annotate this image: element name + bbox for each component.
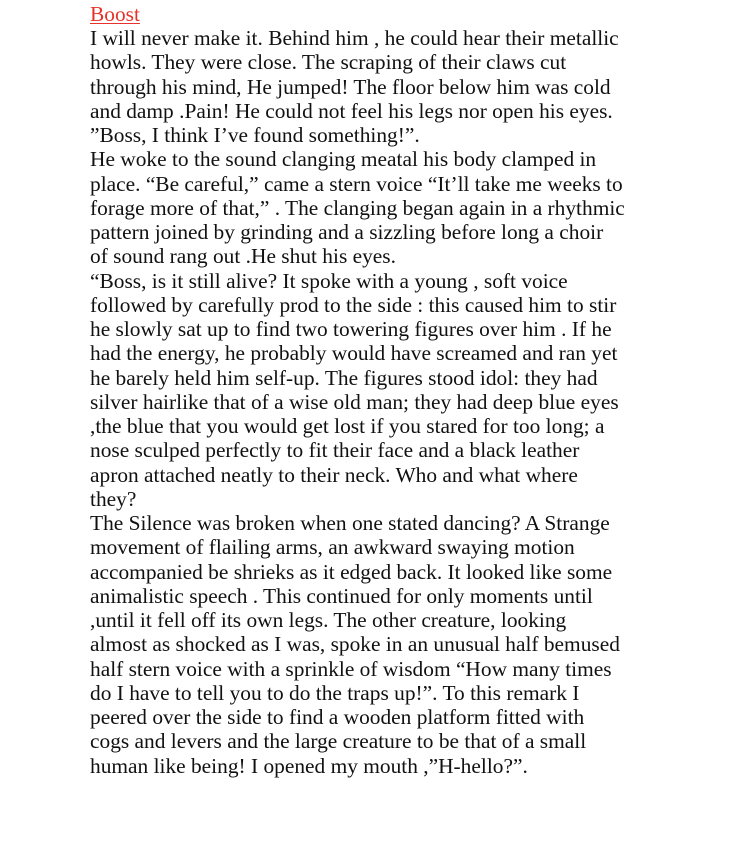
text-line: “Boss, is it still alive? It spoke with a young , soft voice: [90, 268, 568, 293]
text-line: through his mind, He jumped! The floor below him was cold: [90, 74, 611, 99]
text-line: howls. They were close. The scraping of their claws cut: [90, 50, 567, 75]
text-line: silver hairlike that of a wise old man; they had deep blue eyes: [90, 389, 619, 414]
text-line: The Silence was broken when one stated dancing? A Strange: [90, 511, 610, 535]
document-title: Boost: [90, 2, 140, 26]
text-line: I will never make it. Behind him , he could hear their metallic: [90, 26, 619, 50]
text-line: they?: [90, 486, 137, 511]
text-line: of sound rang out .He shut his eyes.: [90, 244, 396, 269]
text-line: accompanied be shrieks as it edged back. It looked like some: [90, 559, 613, 584]
text-line: he slowly sat up to find two towering figures over him . If he: [90, 317, 612, 341]
text-line: almost as shocked as I was, spoke in an unusual half bemused: [90, 632, 620, 657]
text-line: forage more of that,” . The clanging began again in a rhythmic: [90, 195, 625, 220]
document-body: [90, 26, 730, 778]
text-line: cogs and levers and the large creature to be that of a small: [90, 729, 587, 754]
text-line: human like being! I opened my mouth ,”H-hello?”.: [90, 753, 528, 778]
text-line: pattern joined by grinding and a sizzling before long a choir: [90, 220, 604, 244]
text-line: ”Boss, I think I’ve found something!”.: [90, 123, 420, 147]
text-line: animalistic speech . This continued for only moments until: [90, 583, 593, 608]
text-line: half stern voice with a sprinkle of wisdom “How many times: [90, 656, 612, 681]
text-line: and damp .Pain! He could not feel his legs nor open his eyes.: [90, 98, 613, 123]
text-line: movement of flailing arms, an awkward swaying motion: [90, 535, 575, 560]
text-line: ,until it fell off its own legs. The other creature, looking: [90, 608, 567, 632]
text-line: nose sculped perfectly to fit their face and a black leather: [90, 438, 580, 463]
text-line: had the energy, he probably would have screamed and ran yet: [90, 341, 618, 366]
text-line: ,the blue that you would get lost if you stared for too long; a: [90, 414, 605, 438]
text-line: He woke to the sound clanging meatal his body clamped in: [90, 147, 597, 172]
text-line: do I have to tell you to do the traps up!”. To this remark I: [90, 680, 580, 705]
text-line: apron attached neatly to their neck. Who and what where: [90, 462, 578, 487]
text-line: place. “Be careful,” came a stern voice “It’ll take me weeks to: [90, 171, 623, 196]
text-line: peered over the side to find a wooden platform fitted with: [90, 705, 585, 729]
document-page: [90, 2, 730, 778]
text-line: followed by carefully prod to the side : this caused him to stir: [90, 292, 617, 317]
text-line: he barely held him self-up. The figures stood idol: they had: [90, 365, 598, 390]
